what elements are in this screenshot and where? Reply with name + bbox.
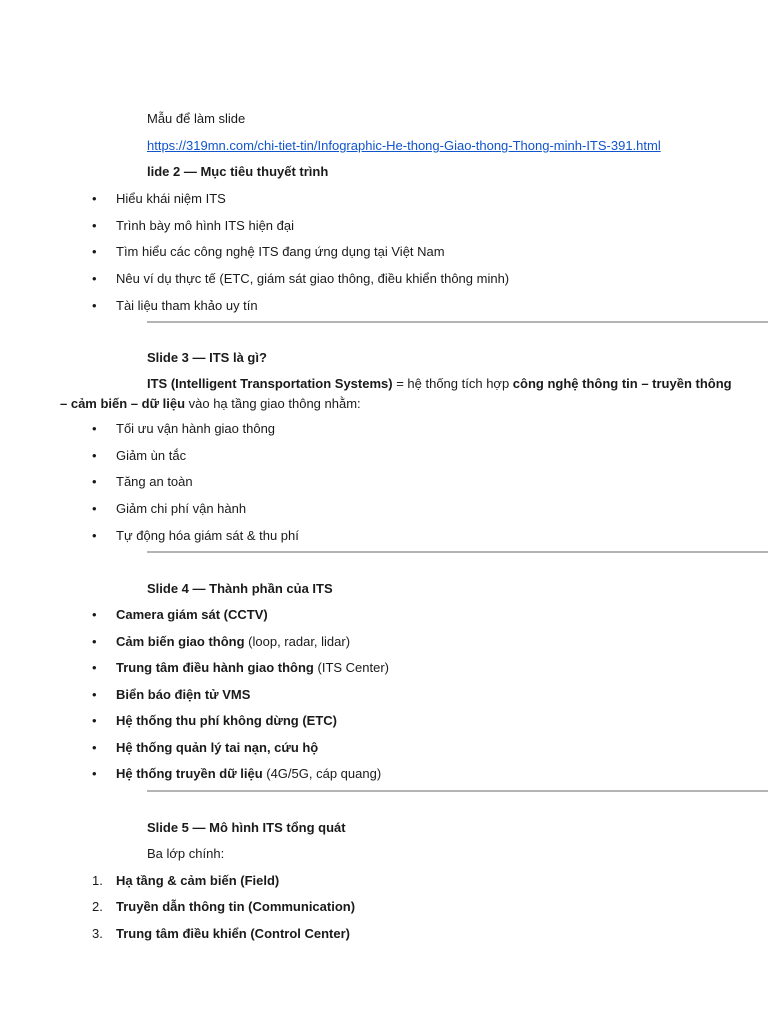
item-label: Truyền dẫn thông tin (Communication) xyxy=(116,899,356,914)
slide3-heading: Slide 3 — ITS là gì? xyxy=(147,350,267,365)
slide5-heading: Slide 5 — Mô hình ITS tổng quát xyxy=(147,820,346,835)
divider xyxy=(147,321,768,323)
slide2-heading: lide 2 — Mục tiêu thuyết trình xyxy=(147,164,329,179)
item-bold: Camera giám sát (CCTV) xyxy=(116,607,268,622)
definition-bold: – cảm biến – dữ liệu xyxy=(60,396,186,411)
divider xyxy=(147,790,768,792)
item-bold: Biển báo điện tử VMS xyxy=(116,687,251,702)
divider xyxy=(147,551,768,553)
item-bold: Hệ thống truyền dữ liệu xyxy=(116,766,263,781)
list-item: • Tăng an toàn xyxy=(116,473,193,490)
item-number: 1. xyxy=(92,873,103,888)
list-item: • Giảm chi phí vận hành xyxy=(116,500,246,517)
item-rest: (loop, radar, lidar) xyxy=(244,634,351,649)
reference-link[interactable]: https://319mn.com/chi-tiet-tin/Infographic-He-thong-Giao-thong-Thong-minh-ITS-391.html xyxy=(147,138,661,153)
definition-text: vào hạ tầng giao thông nhằm: xyxy=(185,396,361,411)
ordered-item xyxy=(92,872,280,889)
ordered-item xyxy=(92,925,351,942)
ordered-item xyxy=(92,898,356,915)
item-rest: (ITS Center) xyxy=(313,660,390,675)
list-item xyxy=(116,633,350,650)
list-item xyxy=(116,659,389,676)
list-item: • Tài liệu tham khảo uy tín xyxy=(116,297,258,314)
its-term: ITS (Intelligent Transportation Systems) xyxy=(147,376,393,391)
item-bold: Hệ thống thu phí không dừng (ETC) xyxy=(116,713,337,728)
slide5-intro: Ba lớp chính: xyxy=(147,846,225,861)
its-definition-line1 xyxy=(147,375,732,392)
slide4-heading: Slide 4 — Thành phần của ITS xyxy=(147,581,333,596)
item-number: 2. xyxy=(92,899,103,914)
list-item: • Hiểu khái niệm ITS xyxy=(116,190,226,207)
its-definition-line2 xyxy=(60,395,361,412)
list-item xyxy=(116,739,318,756)
item-bold: Cảm biến giao thông xyxy=(116,634,245,649)
list-item: • Tự động hóa giám sát & thu phí xyxy=(116,527,299,544)
item-bold: Hệ thống quản lý tai nạn, cứu hộ xyxy=(116,740,319,755)
list-item: • Giảm ùn tắc xyxy=(116,447,186,464)
item-label: Trung tâm điều khiển (Control Center) xyxy=(116,926,351,941)
list-item xyxy=(116,712,337,729)
list-item: • Nêu ví dụ thực tế (ETC, giám sát giao thông, điều khiển thông minh) xyxy=(116,270,509,287)
list-item: • Tối ưu vận hành giao thông xyxy=(116,420,275,437)
definition-bold: công nghệ thông tin – truyền thông xyxy=(512,376,732,391)
item-rest: (4G/5G, cáp quang) xyxy=(262,766,382,781)
list-item xyxy=(116,686,250,703)
item-bold: Trung tâm điều hành giao thông xyxy=(116,660,314,675)
list-item xyxy=(116,606,268,623)
definition-text: = hệ thống tích hợp xyxy=(392,376,513,391)
item-label: Hạ tầng & cảm biến (Field) xyxy=(116,873,280,888)
list-item xyxy=(116,765,381,782)
list-item: • Tìm hiểu các công nghệ ITS đang ứng dụng tại Việt Nam xyxy=(116,243,445,260)
item-number: 3. xyxy=(92,926,103,941)
doc-title: Mẫu để làm slide xyxy=(147,111,246,126)
list-item: • Trình bày mô hình ITS hiện đại xyxy=(116,217,294,234)
